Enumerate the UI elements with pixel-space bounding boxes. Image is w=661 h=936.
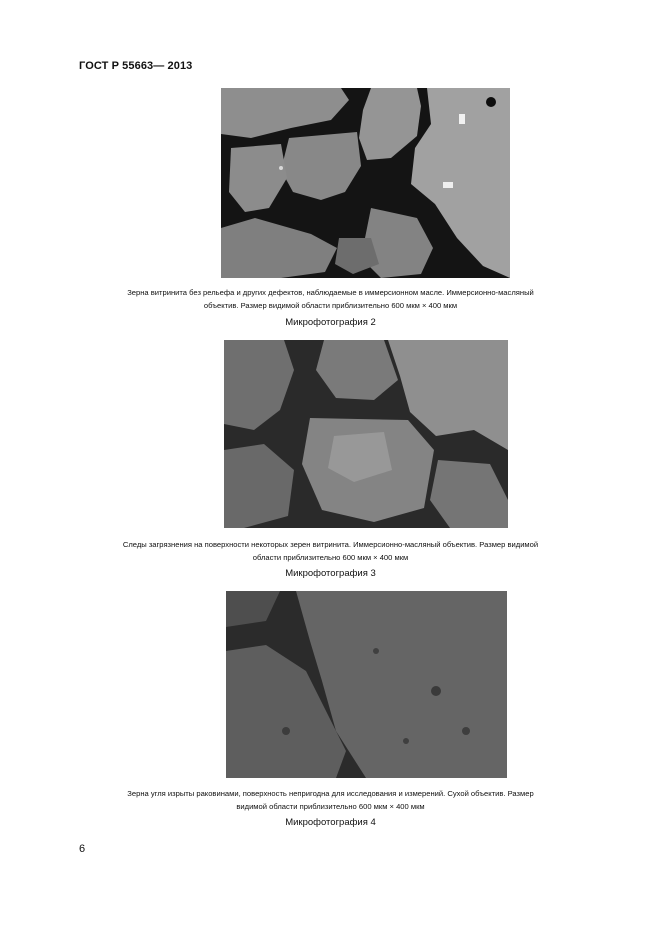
figure-2-label: Микрофотография 3 [285,568,376,579]
caption-line: объектив. Размер видимой области приблизительно 600 мкм × 400 мкм [203,301,458,310]
page-number: 6 [79,843,86,855]
document-standard-header: ГОСТ Р 55663— 2013 [79,60,193,72]
figure-3-label: Микрофотография 4 [285,817,376,828]
figure-3-caption [60,787,601,813]
caption-line: Зерна угля изрыты раковинами, поверхность непригодна для исследования и измерений. Сухой объектив. Размер [127,789,534,798]
figure-1-label: Микрофотография 2 [285,317,376,328]
caption-line: Следы загрязнения на поверхности некоторых зерен витринита. Иммерсионно-масляный объектив. Размер видимой [122,540,539,549]
caption-line: Зерна витринита без рельефа и других дефектов, наблюдаемые в иммерсионном масле. Иммерсионно-масляный [127,288,534,297]
caption-line: видимой области приблизительно 600 мкм × 400 мкм [236,802,425,811]
micrograph-3 [226,591,507,778]
micrograph-2 [224,340,508,528]
figure-1-caption [60,286,601,312]
caption-line: области приблизительно 600 мкм × 400 мкм [252,553,409,562]
figure-2-caption [60,538,601,564]
micrograph-1 [221,88,510,278]
